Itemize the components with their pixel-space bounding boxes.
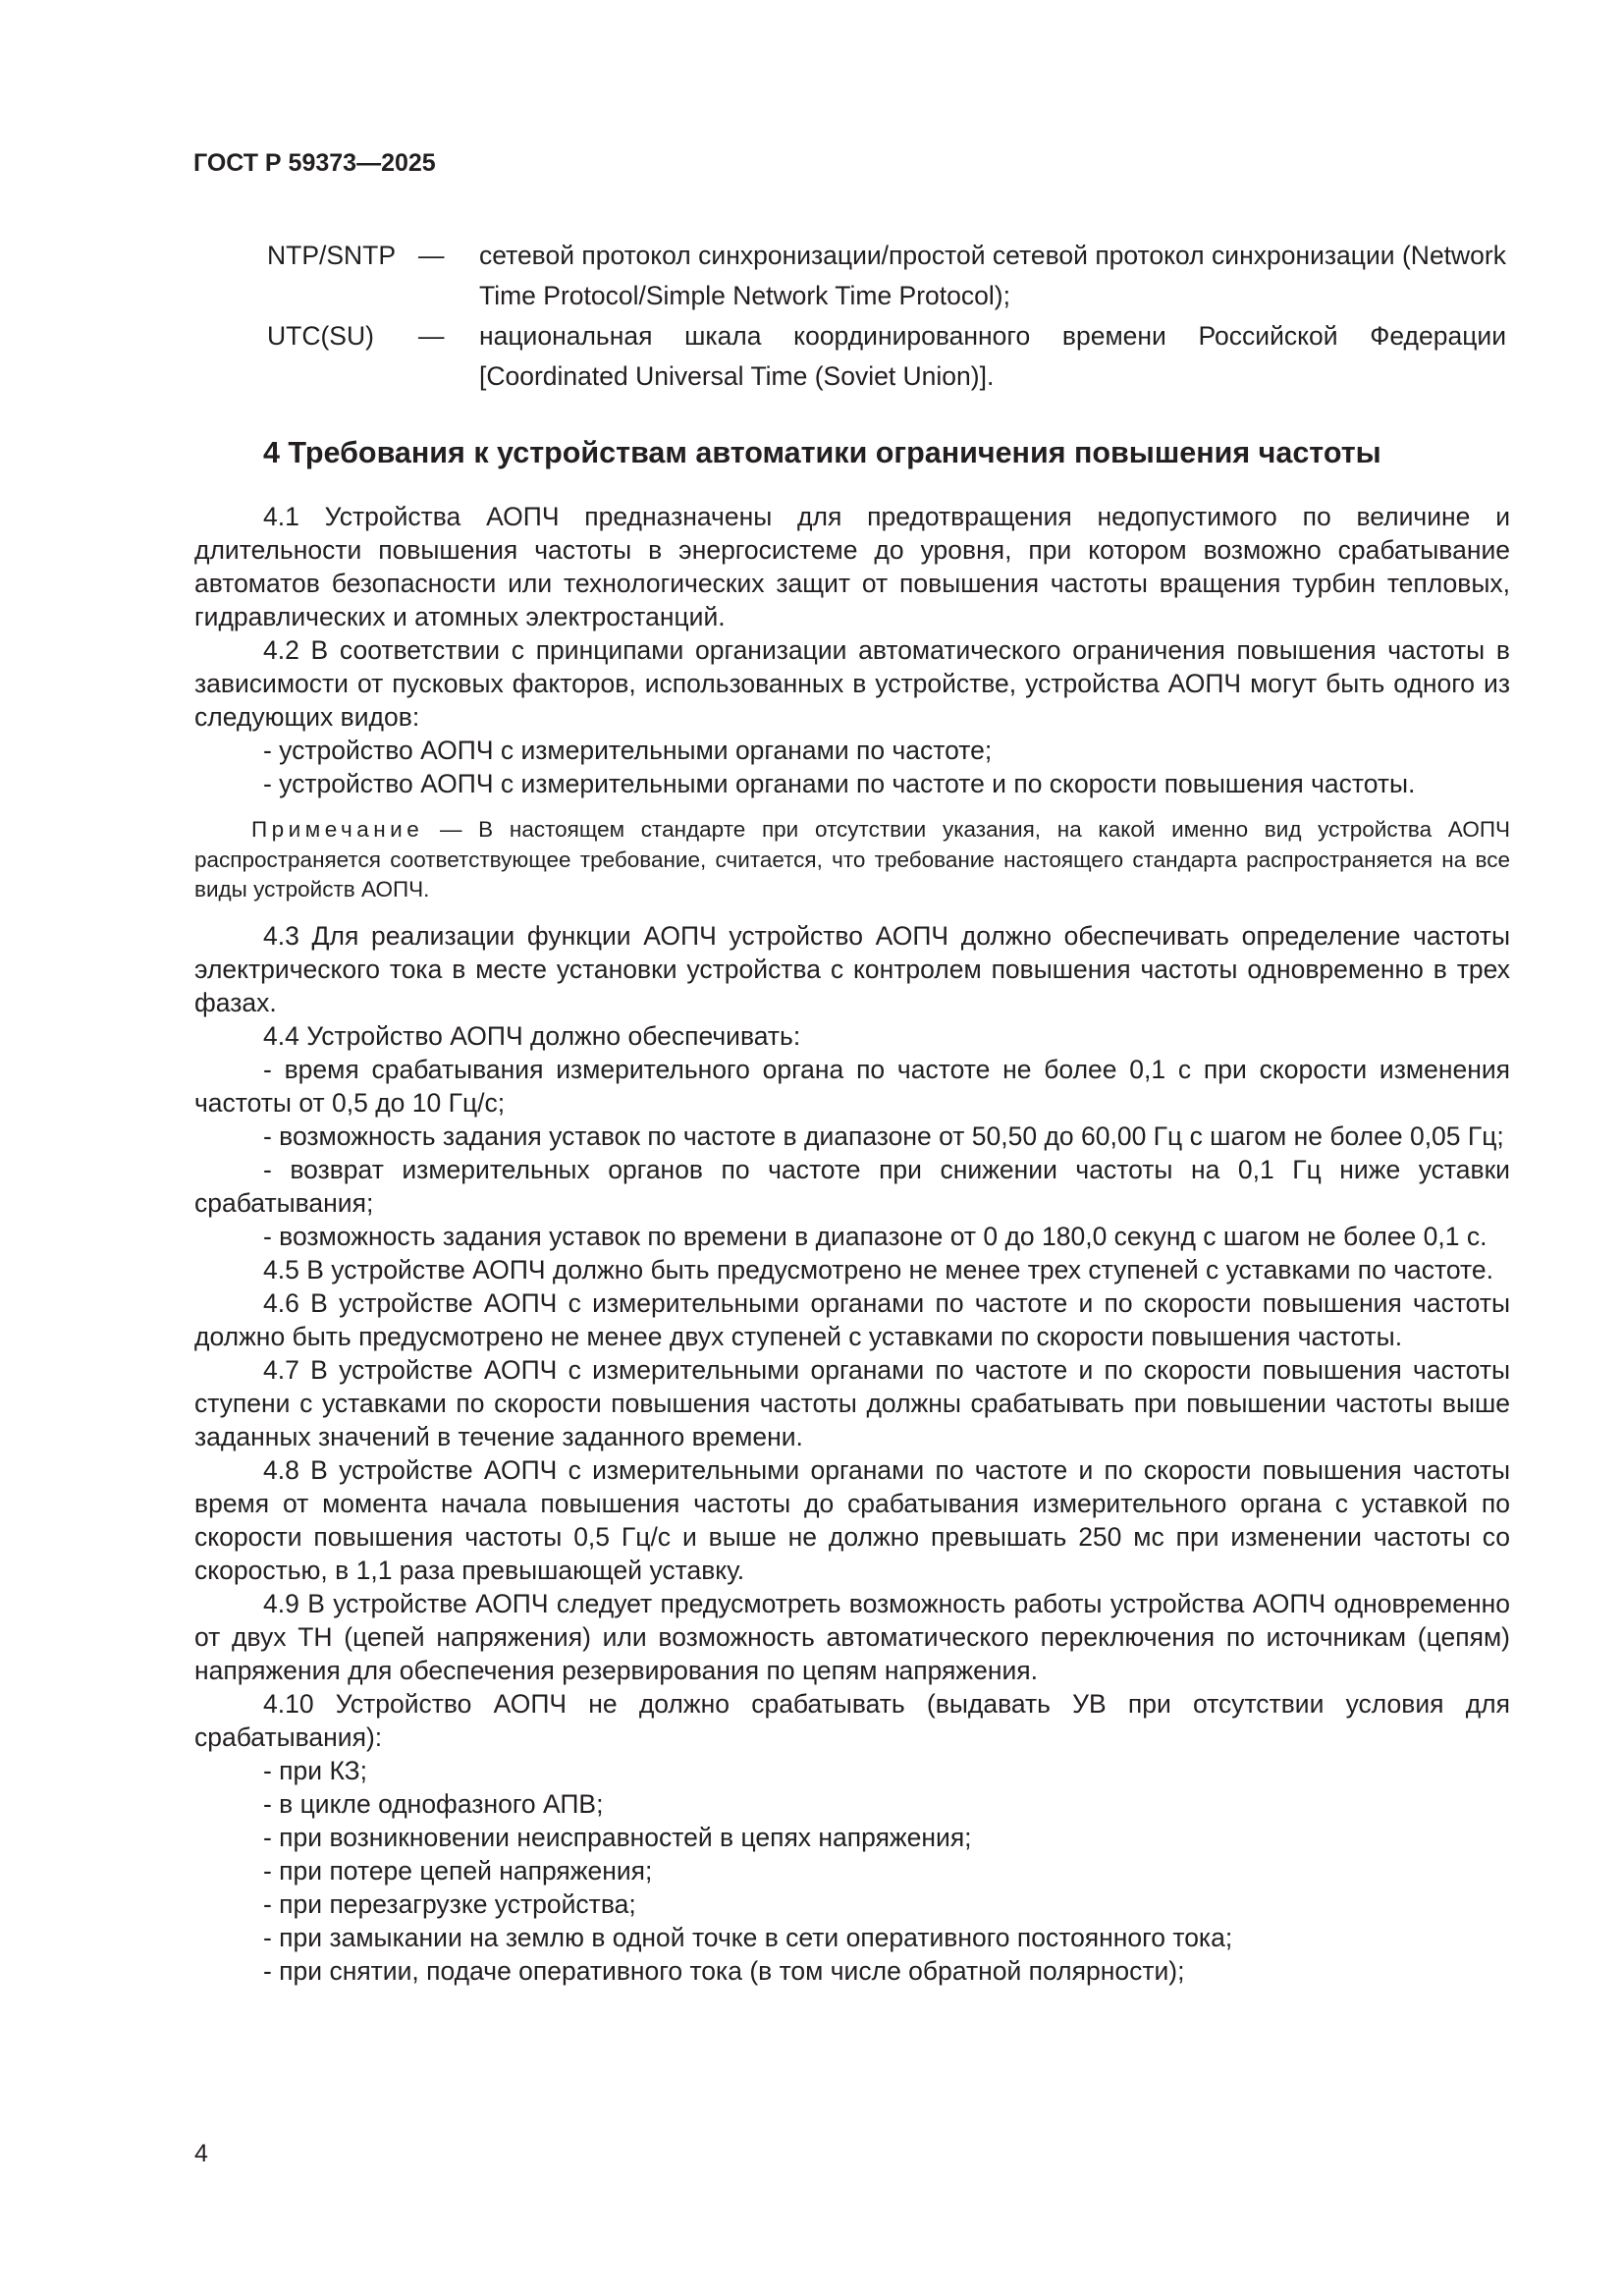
abbreviation-term: NTP/SNTP <box>267 241 397 270</box>
abbreviation-definition: сетевой протокол синхронизации/простой сетевой протокол синхронизации (Network Time Protocol/Simple Network Time Protocol); <box>479 241 1506 310</box>
list-item: - возврат измерительных органов по частоте при снижении частоты на 0,1 Гц ниже уставки срабатывания; <box>194 1154 1510 1218</box>
abbreviation-definition: национальная шкала координированного времени Российской Федерации [Coordinated Universal Time (Soviet Union)]. <box>479 321 1506 391</box>
note-text: — В настоящем стандарте при отсутствии указания, на какой именно вид устройства АОПЧ распространяется соответствующее требование, считается, что требование настоящего стандарта распространяется на все виды устройств АОПЧ. <box>194 817 1510 902</box>
list-item: - возможность задания уставок по времени в диапазоне от 0 до 180,0 секунд с шагом не более 0,1 с. <box>263 1221 1488 1251</box>
list-item: - возможность задания уставок по частоте в диапазоне от 50,50 до 60,00 Гц с шагом не более 0,05 Гц; <box>263 1121 1504 1151</box>
paragraph: 4.3 Для реализации функции АОПЧ устройство АОПЧ должно обеспечивать определение частоты электрического тока в месте установки устройства с контролем повышения частоты одновременно в трех фазах. <box>194 920 1510 1017</box>
list-item: - время срабатывания измерительного органа по частоте не более 0,1 с при скорости изменения частоты от 0,5 до 10 Гц/с; <box>194 1054 1510 1118</box>
paragraph: 4.6 В устройстве АОПЧ с измерительными органами по частоте и по скорости повышения частоты должно быть предусмотрено не менее двух ступеней с уставками по скорости повышения частоты. <box>194 1287 1510 1351</box>
paragraph: 4.4 Устройство АОПЧ должно обеспечивать: <box>263 1020 801 1051</box>
paragraph: 4.7 В устройстве АОПЧ с измерительными органами по частоте и по скорости повышения частоты ступени с уставками по скорости повышения частоты должны срабатывать при повышении частоты выше заданных значений в течение заданного времени. <box>194 1354 1510 1451</box>
abbreviation-term: UTC(SU) <box>267 321 374 351</box>
abbreviation-dash: — <box>418 321 445 351</box>
paragraph: 4.8 В устройстве АОПЧ с измерительными органами по частоте и по скорости повышения частоты время от момента начала повышения частоты до срабатывания измерительного органа с уставкой по скорости повышения частоты 0,5 Гц/с и выше не должно превышать 250 мс при изменении частоты со скоростью, в 1,1 раза превышающей уставку. <box>194 1454 1510 1585</box>
list-item: - при потере цепей напряжения; <box>263 1855 653 1886</box>
note-label: Примечание <box>251 817 424 842</box>
paragraph: 4.1 Устройства АОПЧ предназначены для предотвращения недопустимого по величине и длительности повышения частоты в энергосистеме до уровня, при котором возможно срабатывание автоматов безопасности или технологических защит от повышения частоты вращения турбин тепловых, гидравлических и атомных электростанций. <box>194 502 1510 631</box>
note <box>194 815 1510 905</box>
list-item: - при снятии, подаче оперативного тока (в том числе обратной полярности); <box>263 1955 1185 1986</box>
document-number-header: ГОСТ Р 59373—2025 <box>193 149 436 177</box>
list-item: - при перезагрузке устройства; <box>263 1888 636 1919</box>
page-number: 4 <box>194 2140 208 2167</box>
paragraph: 4.9 В устройстве АОПЧ следует предусмотреть возможность работы устройства АОПЧ одновременно от двух ТН (цепей напряжения) или возможность автоматического переключения по источникам (цепям) напряжения для обеспечения резервирования по цепям напряжения. <box>194 1588 1510 1685</box>
list-item: - при возникновении неисправностей в цепях напряжения; <box>263 1822 972 1852</box>
paragraph: 4.5 В устройстве АОПЧ должно быть предусмотрено не менее трех ступеней с уставками по частоте. <box>263 1254 1493 1285</box>
list-item: - при КЗ; <box>263 1755 367 1785</box>
abbreviation-row <box>267 316 1506 397</box>
list-item: - в цикле однофазного АПВ; <box>263 1788 604 1819</box>
paragraph: 4.10 Устройство АОПЧ не должно срабатывать (выдавать УВ при отсутствии условия для срабатывания): <box>194 1688 1510 1752</box>
section-body <box>194 500 1510 1988</box>
abbreviation-dash: — <box>418 241 445 270</box>
list-item: - устройство АОПЧ с измерительными органами по частоте и по скорости повышения частоты. <box>263 769 1416 798</box>
paragraph: 4.2 В соответствии с принципами организации автоматического ограничения повышения частоты в зависимости от пусковых факторов, использованных в устройстве, устройства АОПЧ могут быть одного из следующих видов: <box>194 635 1510 732</box>
section-title: 4 Требования к устройствам автоматики ограничения повышения частоты <box>263 436 1381 469</box>
list-item: - при замыкании на землю в одной точке в сети оперативного постоянного тока; <box>263 1922 1233 1952</box>
abbreviations-list <box>267 236 1506 397</box>
abbreviation-row <box>267 236 1506 316</box>
list-item: - устройство АОПЧ с измерительными органами по частоте; <box>263 736 993 765</box>
